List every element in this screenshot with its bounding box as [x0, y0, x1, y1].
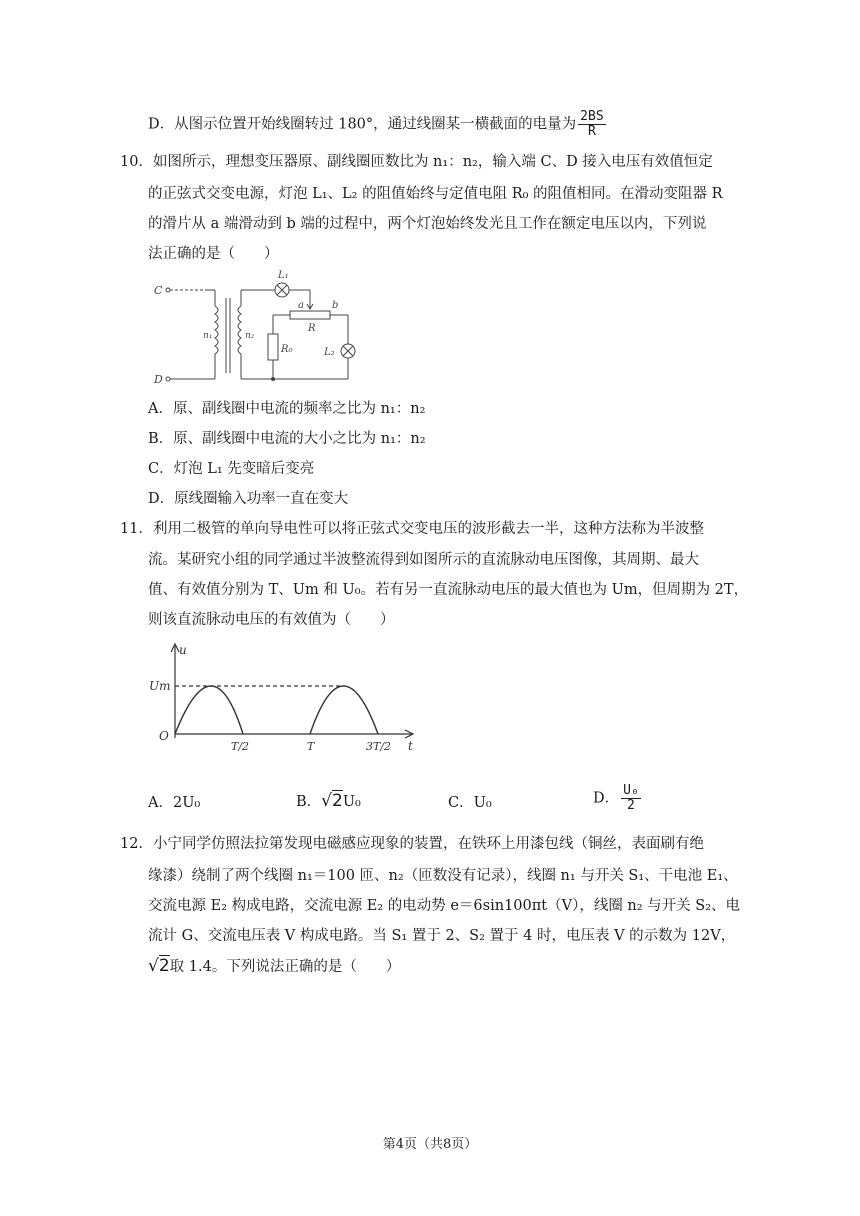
q9-option-d [148, 110, 606, 139]
q11-option-b [296, 791, 361, 812]
sqrt-symbol: √ [321, 791, 332, 811]
q11-option-c: C．U₀ [448, 795, 492, 811]
q11-line-4: 则该直流脉动电压的有效值为（ ） [148, 612, 395, 628]
half-wave-2 [310, 686, 378, 734]
q10-line-2: 的正弦式交变电源，灯泡 L₁、L₂ 的阻值始终与定值电阻 R₀ 的阻值相同。在滑动变阻器 R [148, 186, 723, 202]
q10-option-d: D．原线圈输入功率一直在变大 [148, 491, 349, 507]
label-n2: n₂ [245, 331, 255, 341]
q11-option-d-prefix: D． [593, 790, 620, 807]
label-b: b [332, 300, 339, 311]
q10-line-3: 的滑片从 a 端滑动到 b 端的过程中，两个灯泡始终发光且工作在额定电压以内，下列说 [148, 216, 707, 232]
resistor-r0 [268, 334, 278, 360]
sqrt-argument: 2 [158, 956, 170, 976]
label-r0: R₀ [281, 344, 293, 355]
q11-d-num: U₀ [623, 783, 639, 798]
q12-line-5-text: 取 1.4。下列说法正确的是（ ） [169, 959, 401, 975]
label-c: C [154, 284, 163, 297]
half-wave-1 [175, 686, 243, 734]
q9-frac-den: R [588, 124, 596, 139]
q12-line-2: 缘漆）绕制了两个线圈 n₁＝100 匝、n₂（匝数没有记录），线圈 n₁ 与开关 S₁、干电池 E₁、 [148, 868, 738, 884]
q12-line-1: 12．小宁同学仿照法拉第发现电磁感应现象的装置，在铁环上用漆包线（铜丝，表面刷有绝 [120, 836, 704, 852]
label-origin: O [159, 729, 169, 743]
q9-frac-num: 2BS [580, 109, 604, 124]
q9-option-d-fraction [578, 110, 605, 139]
rheostat-r [290, 311, 330, 319]
q11-line-2: 流。某研究小组的同学通过半波整流得到如图所示的直流脉动电压图像，其周期、最大 [148, 552, 699, 568]
q10-line-1: 10．如图所示，理想变压器原、副线圈匝数比为 n₁：n₂，输入端 C、D 接入电压有效值恒定 [120, 154, 713, 170]
terminal-d [166, 377, 170, 381]
tick-t: T [307, 740, 315, 753]
q11-option-b-prefix: B． [296, 794, 322, 810]
label-r: R [308, 323, 316, 334]
label-t-axis: t [408, 739, 413, 753]
label-l2: L₂ [324, 347, 335, 358]
q10-option-a: A．原、副线圈中电流的频率之比为 n₁：n₂ [148, 401, 426, 417]
q11-option-b-suffix: U₀ [342, 794, 361, 810]
q11-option-d [593, 784, 641, 813]
q12-line-5 [148, 956, 400, 977]
q11-option-a: A．2U₀ [148, 795, 201, 811]
q11-option-d-fraction [621, 784, 641, 813]
q11-line-1: 11．利用二极管的单向导电性可以将正弦式交变电压的波形截去一半，这种方法称为半波整 [120, 521, 704, 537]
primary-coil [215, 306, 218, 354]
q10-option-c: C．灯泡 L₁ 先变暗后变亮 [148, 461, 315, 477]
q12-line-3: 交流电源 E₂ 构成电路，交流电源 E₂ 的电动势 e＝6sin100πt（V），线圈 n₂ 与开关 S₂、电 [148, 898, 741, 914]
q11-line-3: 值、有效值分别为 T、Um 和 U₀。若有另一直流脉动电压的最大值也为 Um，但周期为 2T， [148, 582, 749, 598]
secondary-coil [238, 306, 241, 354]
label-l1: L₁ [278, 270, 289, 281]
q10-line-4: 法正确的是（ ） [148, 246, 279, 262]
half-wave-voltage-graph [145, 638, 425, 756]
label-u-axis: u [179, 643, 187, 657]
q12-line-4: 流计 G、交流电压表 V 构成电路。当 S₁ 置于 2、S₂ 置于 4 时，电压表 V 的示数为 12V， [148, 928, 736, 944]
q9-option-d-text: D．从图示位置开始线圈转过 180°，通过线圈某一横截面的电量为 [148, 116, 577, 133]
label-um: Um [149, 679, 171, 693]
label-n1: n₁ [203, 331, 213, 341]
page-footer: 第4页（共8页） [382, 1137, 478, 1152]
terminal-c [166, 288, 170, 292]
transformer-circuit-diagram [150, 268, 365, 390]
label-d: D [154, 373, 163, 386]
tick-3t-half: 3T/2 [366, 740, 392, 753]
sqrt-argument: 2 [332, 791, 343, 811]
q10-option-b: B．原、副线圈中电流的大小之比为 n₁：n₂ [148, 431, 426, 447]
sqrt-symbol: √ [148, 956, 159, 976]
tick-t-half: T/2 [231, 740, 250, 753]
label-a: a [298, 300, 304, 311]
q11-d-den: 2 [627, 798, 635, 813]
